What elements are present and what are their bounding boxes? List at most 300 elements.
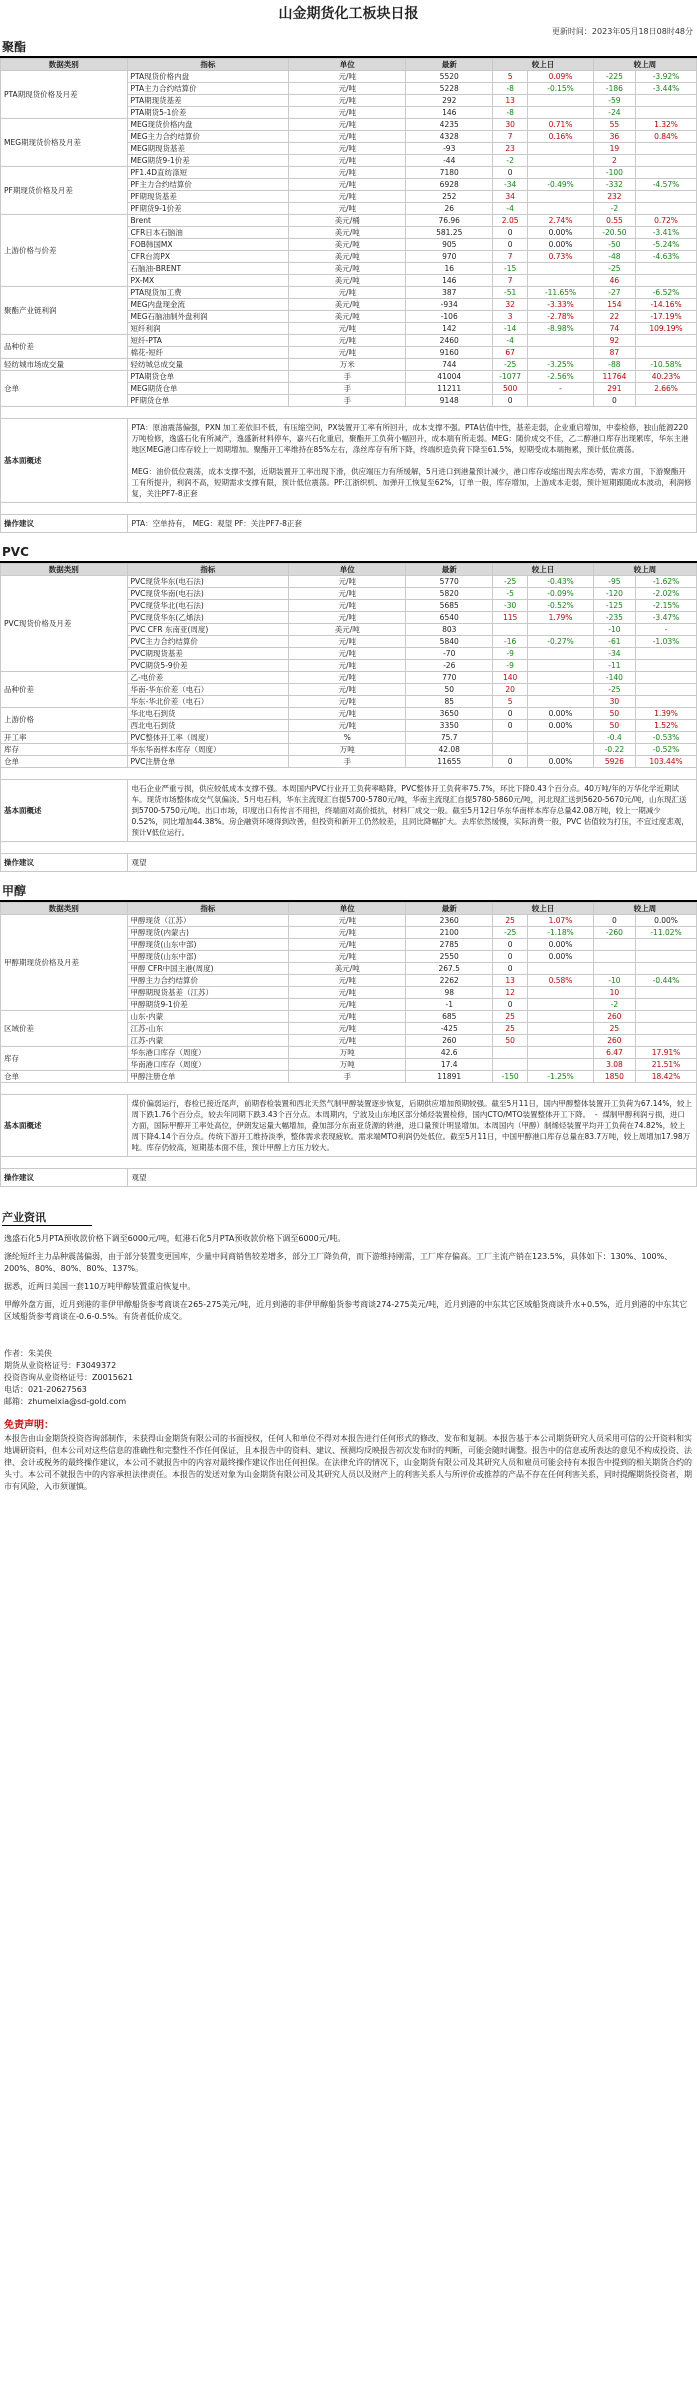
summary-text: PTA：原油震荡偏强，PXN 加工差依旧不低，有压缩空间，PX装置开工率有所回升，成本支撑不强。PTA估值中性，基差走弱，企业重启增加，中泰检修，独山能源220万吨检修，逸盛石化有所减产，逸盛新材料停车，嘉兴石化重启，聚酯开工负荷小幅回升，成本端有所走弱。MEG：随价成交不佳，乙二醇港口库存出现累库，华东主港地区MEG港口库存较上一周期增加。聚酯开工率维持在85%左右，涤丝库存有所下降，终端织造负荷下降至61.5%，短期受成本端拖累，预计低位震荡。 MEG：油价低位震荡，成本支撑不强，近期装置开工率出现下滑，供应端压力有所缓解，5月进口到港量预计减少，港口库存或缩出现去库态势，需求方面，下游聚酯开工有所提升，利润不高，短期需求支撑有限，预计低位震荡。PF:江浙织机、加弹开工恢复至62%，订单一般，库存增加，上游成本走弱，预计短期跟随成本波动，利润修复，关注PF7-8正套 bbox=[127, 419, 696, 503]
cell-week-pct: -4.63% bbox=[636, 251, 697, 263]
cell-day-pct: -3.33% bbox=[528, 299, 594, 311]
cell-week-change: 154 bbox=[593, 299, 635, 311]
cell-week-change: -0.4 bbox=[593, 732, 635, 744]
cell-week-change: 50 bbox=[593, 708, 635, 720]
cell-day-change: 2.05 bbox=[493, 215, 528, 227]
cell-indicator: PVC期现货基差 bbox=[127, 648, 289, 660]
cell-unit: 美元/吨 bbox=[289, 227, 406, 239]
cell-week-pct: 1.32% bbox=[636, 119, 697, 131]
cell-latest: 2100 bbox=[406, 927, 493, 939]
cell-week-change: 22 bbox=[593, 311, 635, 323]
cell-indicator: PTA现货价格内盘 bbox=[127, 71, 289, 83]
header-category: 数据类别 bbox=[1, 903, 128, 915]
cell-day-pct: 0.16% bbox=[528, 131, 594, 143]
table-row bbox=[1, 287, 697, 299]
row-category: 仓单 bbox=[1, 756, 128, 768]
cell-day-pct: 0.00% bbox=[528, 720, 594, 732]
spacer-row bbox=[1, 1157, 697, 1169]
cell-day-pct bbox=[528, 672, 594, 684]
cell-day-pct bbox=[528, 1035, 594, 1047]
cell-day-pct: -11.65% bbox=[528, 287, 594, 299]
cell-week-pct: 0.72% bbox=[636, 215, 697, 227]
summary-label: 基本面概述 bbox=[1, 419, 128, 503]
cell-day-pct: -0.43% bbox=[528, 576, 594, 588]
cell-week-pct: 0.84% bbox=[636, 131, 697, 143]
industry-paragraph: 逸盛石化5月PTA预收款价格下调至6000元/吨，虹港石化5月PTA预收款价格下调至6000元/吨。 bbox=[4, 1234, 346, 1243]
cell-week-pct bbox=[636, 167, 697, 179]
row-category: 品种价差 bbox=[1, 335, 128, 359]
cell-week-pct bbox=[636, 347, 697, 359]
cell-day-pct: 2.74% bbox=[528, 215, 594, 227]
cell-unit: 元/吨 bbox=[289, 696, 406, 708]
table-row bbox=[1, 1071, 697, 1083]
cell-week-change: -48 bbox=[593, 251, 635, 263]
cell-indicator: 甲醇 CFR中国主港(周度) bbox=[127, 963, 289, 975]
cell-latest: 16 bbox=[406, 263, 493, 275]
row-category: 仓单 bbox=[1, 371, 128, 407]
cell-day-pct: -1.25% bbox=[528, 1071, 594, 1083]
cell-indicator: PTA期货5-1价差 bbox=[127, 107, 289, 119]
cell-week-change: -260 bbox=[593, 927, 635, 939]
cell-week-pct bbox=[636, 191, 697, 203]
cell-week-pct: 1.39% bbox=[636, 708, 697, 720]
cell-day-pct: -1.18% bbox=[528, 927, 594, 939]
cell-day-pct bbox=[528, 335, 594, 347]
cell-day-change: -8 bbox=[493, 83, 528, 95]
cell-indicator: 甲醇现货（江苏） bbox=[127, 915, 289, 927]
cell-week-pct: -17.19% bbox=[636, 311, 697, 323]
cell-day-change: 50 bbox=[493, 1035, 528, 1047]
cell-unit: 元/吨 bbox=[289, 975, 406, 987]
cell-day-change: 67 bbox=[493, 347, 528, 359]
cell-day-change: 23 bbox=[493, 143, 528, 155]
cell-day-change: 25 bbox=[493, 915, 528, 927]
cell-indicator: 江苏-内蒙 bbox=[127, 1035, 289, 1047]
cell-indicator: PTA现货加工费 bbox=[127, 287, 289, 299]
row-category: 品种价差 bbox=[1, 672, 128, 708]
row-category: 甲醇期现货价格及月差 bbox=[1, 915, 128, 1011]
row-category: PTA期现货价格及月差 bbox=[1, 71, 128, 119]
cell-week-pct bbox=[636, 95, 697, 107]
cell-unit: 万米 bbox=[289, 359, 406, 371]
cell-day-change: -8 bbox=[493, 107, 528, 119]
cell-indicator: MEG期货9-1价差 bbox=[127, 155, 289, 167]
industry-paragraph: 甲醇外盘方面，近月到港的非伊甲醇船货参考商谈在265-275美元/吨，近月到港的非伊甲醇船货参考商谈274-275美元/吨，近月到港的中东其它区域船货商谈升水+0.5%，近月到港的中东其它区域船货参考商谈在-0.6-0.5%。有货者低价成交。 bbox=[4, 1300, 688, 1321]
cell-day-pct bbox=[528, 1023, 594, 1035]
cell-week-change: 291 bbox=[593, 383, 635, 395]
cell-week-pct bbox=[636, 275, 697, 287]
cell-unit: 手 bbox=[289, 756, 406, 768]
cell-day-pct: - bbox=[528, 383, 594, 395]
cell-indicator: MEG石脑油制外盘利润 bbox=[127, 311, 289, 323]
spacer-cell bbox=[1, 407, 697, 419]
cell-day-change: 34 bbox=[493, 191, 528, 203]
cell-day-change bbox=[493, 1059, 528, 1071]
cell-latest: 42.6 bbox=[406, 1047, 493, 1059]
report-title: 山金期货化工板块日报 bbox=[278, 6, 419, 22]
spacer-row bbox=[1, 503, 697, 515]
cell-indicator: CFR台湾PX bbox=[127, 251, 289, 263]
table-row bbox=[1, 335, 697, 347]
cell-week-pct bbox=[636, 987, 697, 999]
cell-unit: 元/吨 bbox=[289, 987, 406, 999]
cell-week-pct bbox=[636, 395, 697, 407]
cell-day-pct: 0.00% bbox=[528, 239, 594, 251]
cell-latest: 905 bbox=[406, 239, 493, 251]
cell-latest: 98 bbox=[406, 987, 493, 999]
header-unit: 单位 bbox=[289, 903, 406, 915]
cell-indicator: 山东-内蒙 bbox=[127, 1011, 289, 1023]
row-category: PVC现货价格及月差 bbox=[1, 576, 128, 672]
author-block bbox=[0, 1346, 697, 1410]
cell-day-change: -9 bbox=[493, 660, 528, 672]
cell-week-pct bbox=[636, 660, 697, 672]
cell-week-change: -50 bbox=[593, 239, 635, 251]
summary-row bbox=[1, 780, 697, 842]
cell-week-change: -88 bbox=[593, 359, 635, 371]
table-row bbox=[1, 215, 697, 227]
cell-unit: 美元/吨 bbox=[289, 299, 406, 311]
cell-indicator: PF期现货基差 bbox=[127, 191, 289, 203]
cell-week-pct: 21.51% bbox=[636, 1059, 697, 1071]
cell-indicator: PF1.4D直纺涤短 bbox=[127, 167, 289, 179]
cell-latest: 50 bbox=[406, 684, 493, 696]
cell-day-pct: 0.09% bbox=[528, 71, 594, 83]
section-gap bbox=[0, 872, 697, 882]
cell-week-change: 0 bbox=[593, 395, 635, 407]
cell-day-pct bbox=[528, 732, 594, 744]
cell-week-pct bbox=[636, 696, 697, 708]
cell-latest: -934 bbox=[406, 299, 493, 311]
cell-unit: 元/吨 bbox=[289, 323, 406, 335]
cell-week-change: -186 bbox=[593, 83, 635, 95]
cell-unit: 元/吨 bbox=[289, 107, 406, 119]
cell-day-change: -5 bbox=[493, 588, 528, 600]
cell-day-change: 0 bbox=[493, 999, 528, 1011]
row-category: 仓单 bbox=[1, 1071, 128, 1083]
cell-latest: 387 bbox=[406, 287, 493, 299]
cell-day-change: 0 bbox=[493, 720, 528, 732]
cell-day-pct: -8.98% bbox=[528, 323, 594, 335]
table-row bbox=[1, 1011, 697, 1023]
industry-paragraph: 涤纶短纤主力品种震荡偏弱，由于部分装置变更国库，少量中间商销售较差增多，部分工厂降负荷，而下游维持刚需，工厂库存偏高。工厂主流产销在123.5%，具体如下：130%、100%、200%、80%、80%、80%、137%。 bbox=[4, 1252, 673, 1273]
row-category: 轻纺城市场成交量 bbox=[1, 359, 128, 371]
cell-week-pct bbox=[636, 963, 697, 975]
cell-day-change: 0 bbox=[493, 708, 528, 720]
cell-week-change: -140 bbox=[593, 672, 635, 684]
cell-latest: 76.96 bbox=[406, 215, 493, 227]
cell-week-change: 87 bbox=[593, 347, 635, 359]
cell-latest: -44 bbox=[406, 155, 493, 167]
cell-week-change: -0.22 bbox=[593, 744, 635, 756]
cell-unit: 美元/吨 bbox=[289, 963, 406, 975]
cell-indicator: 甲醇现货(内蒙古) bbox=[127, 927, 289, 939]
cell-week-pct bbox=[636, 999, 697, 1011]
cell-day-change: 115 bbox=[493, 612, 528, 624]
cell-week-pct: -1.03% bbox=[636, 636, 697, 648]
cell-week-change: -10 bbox=[593, 975, 635, 987]
cell-day-pct: -0.52% bbox=[528, 600, 594, 612]
cell-day-change: -16 bbox=[493, 636, 528, 648]
operation-text: 观望 bbox=[127, 854, 696, 872]
cell-week-pct: -2.02% bbox=[636, 588, 697, 600]
cell-week-pct: 109.19% bbox=[636, 323, 697, 335]
cell-day-change: -25 bbox=[493, 927, 528, 939]
cell-day-change: -30 bbox=[493, 600, 528, 612]
cell-week-change: -2 bbox=[593, 999, 635, 1011]
cell-day-change: -25 bbox=[493, 359, 528, 371]
cell-unit: 元/吨 bbox=[289, 155, 406, 167]
cell-day-pct bbox=[528, 95, 594, 107]
cell-indicator: PTA期货仓单 bbox=[127, 371, 289, 383]
cell-day-change: 0 bbox=[493, 951, 528, 963]
cell-day-change: 0 bbox=[493, 395, 528, 407]
cell-day-pct: 1.07% bbox=[528, 915, 594, 927]
cell-day-change bbox=[493, 744, 528, 756]
table-row bbox=[1, 1047, 697, 1059]
cell-week-change: -27 bbox=[593, 287, 635, 299]
cell-unit: 元/吨 bbox=[289, 179, 406, 191]
cell-unit: 美元/吨 bbox=[289, 624, 406, 636]
spacer-cell bbox=[1, 1083, 697, 1095]
cell-unit: 元/吨 bbox=[289, 1011, 406, 1023]
cell-indicator: PVC注册仓单 bbox=[127, 756, 289, 768]
cell-unit: 美元/吨 bbox=[289, 251, 406, 263]
cell-unit: 元/吨 bbox=[289, 1035, 406, 1047]
header-unit: 单位 bbox=[289, 59, 406, 71]
cell-unit: 元/吨 bbox=[289, 191, 406, 203]
cell-indicator: CFR日本石脑油 bbox=[127, 227, 289, 239]
cell-week-pct: -6.52% bbox=[636, 287, 697, 299]
cell-day-pct: -0.27% bbox=[528, 636, 594, 648]
header-category: 数据类别 bbox=[1, 564, 128, 576]
row-category: MEG期现货价格及月差 bbox=[1, 119, 128, 167]
cell-unit: 元/吨 bbox=[289, 720, 406, 732]
cell-day-change: -34 bbox=[493, 179, 528, 191]
cell-week-pct: -3.92% bbox=[636, 71, 697, 83]
cell-week-change: -24 bbox=[593, 107, 635, 119]
cell-week-change bbox=[593, 963, 635, 975]
cell-day-pct: 0.73% bbox=[528, 251, 594, 263]
cell-unit: 美元/吨 bbox=[289, 275, 406, 287]
cell-day-pct bbox=[528, 107, 594, 119]
section-title: 甲醇 bbox=[0, 882, 697, 902]
cell-week-change: 50 bbox=[593, 720, 635, 732]
table-row bbox=[1, 915, 697, 927]
cell-week-pct bbox=[636, 107, 697, 119]
cell-indicator: 华东华南样本库存（周度） bbox=[127, 744, 289, 756]
cell-week-pct: -3.41% bbox=[636, 227, 697, 239]
cell-week-pct: -3.44% bbox=[636, 83, 697, 95]
cell-day-pct bbox=[528, 1047, 594, 1059]
update-time: 更新时间：2023年05月18日08时48分 bbox=[551, 27, 693, 36]
cell-latest: 3650 bbox=[406, 708, 493, 720]
cell-day-change: 7 bbox=[493, 251, 528, 263]
summary-label: 基本面概述 bbox=[1, 1095, 128, 1157]
cell-latest: -1 bbox=[406, 999, 493, 1011]
cell-indicator: PVC整体开工率（周度） bbox=[127, 732, 289, 744]
cell-day-pct bbox=[528, 648, 594, 660]
cell-day-pct bbox=[528, 143, 594, 155]
cell-indicator: PF主力合约结算价 bbox=[127, 179, 289, 191]
cell-week-pct bbox=[636, 335, 697, 347]
cell-unit: 元/吨 bbox=[289, 71, 406, 83]
cell-indicator: 甲醇注册仓单 bbox=[127, 1071, 289, 1083]
cell-unit: 手 bbox=[289, 371, 406, 383]
cell-unit: 美元/吨 bbox=[289, 311, 406, 323]
cell-indicator: PF期货仓单 bbox=[127, 395, 289, 407]
cell-latest: 11655 bbox=[406, 756, 493, 768]
cell-week-pct bbox=[636, 684, 697, 696]
cell-unit: 元/吨 bbox=[289, 95, 406, 107]
cell-week-change: -2 bbox=[593, 203, 635, 215]
header-prev-week: 较上周 bbox=[593, 59, 696, 71]
cell-week-change: 0.55 bbox=[593, 215, 635, 227]
cell-week-pct: 17.91% bbox=[636, 1047, 697, 1059]
cell-day-change: 30 bbox=[493, 119, 528, 131]
cell-week-change: 260 bbox=[593, 1035, 635, 1047]
cell-latest: 5770 bbox=[406, 576, 493, 588]
cell-latest: -425 bbox=[406, 1023, 493, 1035]
cell-unit: 元/吨 bbox=[289, 648, 406, 660]
cell-day-pct bbox=[528, 155, 594, 167]
cell-week-change: 36 bbox=[593, 131, 635, 143]
cell-latest: 4328 bbox=[406, 131, 493, 143]
cell-day-pct: 0.00% bbox=[528, 708, 594, 720]
cell-unit: 元/吨 bbox=[289, 131, 406, 143]
operation-text: 观望 bbox=[127, 1169, 696, 1187]
cell-week-pct: -4.57% bbox=[636, 179, 697, 191]
header-unit: 单位 bbox=[289, 564, 406, 576]
cell-week-pct: -0.52% bbox=[636, 744, 697, 756]
cell-day-pct bbox=[528, 744, 594, 756]
row-category: 区域价差 bbox=[1, 1011, 128, 1047]
data-table bbox=[0, 902, 697, 1187]
cell-day-change: -2 bbox=[493, 155, 528, 167]
cell-indicator: MEG期货仓单 bbox=[127, 383, 289, 395]
section-title: PVC bbox=[0, 543, 697, 563]
cell-day-pct bbox=[528, 275, 594, 287]
cell-indicator: 华北电石到货 bbox=[127, 708, 289, 720]
cell-day-pct: 0.00% bbox=[528, 756, 594, 768]
cell-day-change: 5 bbox=[493, 696, 528, 708]
cell-day-pct: 0.58% bbox=[528, 975, 594, 987]
cell-day-pct bbox=[528, 624, 594, 636]
cell-day-change: -9 bbox=[493, 648, 528, 660]
cell-week-pct: -2.15% bbox=[636, 600, 697, 612]
cell-latest: 11211 bbox=[406, 383, 493, 395]
table-row bbox=[1, 672, 697, 684]
cell-day-change: 0 bbox=[493, 939, 528, 951]
author-name: 作者：朱美侠 bbox=[4, 1349, 52, 1358]
summary-label: 基本面概述 bbox=[1, 780, 128, 842]
cell-latest: 2785 bbox=[406, 939, 493, 951]
cell-indicator: PVC现货华南(电石法) bbox=[127, 588, 289, 600]
cell-latest: 744 bbox=[406, 359, 493, 371]
header-category: 数据类别 bbox=[1, 59, 128, 71]
cell-unit: 手 bbox=[289, 395, 406, 407]
cell-unit: 元/吨 bbox=[289, 119, 406, 131]
cell-unit: 元/吨 bbox=[289, 612, 406, 624]
cell-day-change: 3 bbox=[493, 311, 528, 323]
cell-unit: 元/吨 bbox=[289, 951, 406, 963]
cell-indicator: 甲醇主力合约结算价 bbox=[127, 975, 289, 987]
cell-unit: 元/吨 bbox=[289, 636, 406, 648]
header-prev-day: 较上日 bbox=[493, 564, 594, 576]
summary-row bbox=[1, 1095, 697, 1157]
row-category: 上游价格 bbox=[1, 708, 128, 732]
cell-day-change: 32 bbox=[493, 299, 528, 311]
cell-day-pct: -2.56% bbox=[528, 371, 594, 383]
cell-latest: 803 bbox=[406, 624, 493, 636]
section-title: 聚酯 bbox=[0, 38, 697, 58]
operation-label: 操作建议 bbox=[1, 854, 128, 872]
row-category: PF期现货价格及月差 bbox=[1, 167, 128, 215]
cell-day-change: 140 bbox=[493, 672, 528, 684]
cell-day-change: 500 bbox=[493, 383, 528, 395]
cell-day-change: 25 bbox=[493, 1023, 528, 1035]
cell-week-pct: 40.23% bbox=[636, 371, 697, 383]
cell-indicator: PVC现货华北(电石法) bbox=[127, 600, 289, 612]
cell-indicator: 甲醇期货9-1价差 bbox=[127, 999, 289, 1011]
cell-day-pct bbox=[528, 999, 594, 1011]
cell-unit: 万吨 bbox=[289, 1047, 406, 1059]
cell-indicator: FOB韩国MX bbox=[127, 239, 289, 251]
cell-unit: 元/吨 bbox=[289, 335, 406, 347]
cell-latest: 970 bbox=[406, 251, 493, 263]
table-row bbox=[1, 359, 697, 371]
cell-week-change: 92 bbox=[593, 335, 635, 347]
cell-unit: 元/吨 bbox=[289, 167, 406, 179]
cell-indicator: MEG内盘现金流 bbox=[127, 299, 289, 311]
summary-text: 煤价偏弱运行，春检已接近尾声，前期春检装置和西北天然气制甲醇装置逐步恢复，后期供应增加预期较强。截至5月11日，国内甲醇整体装置开工负荷为67.14%，较上周下跌1.76个百分点，较去年同期下跌3.43个百分点。本周期内，宁波及山东地区部分烯烃装置检修，国内CTO/MTO装置整体开工下降。 - 煤制甲醇利润亏损，进口方面，国际甲醇开工率处高位，伊朗发运量大幅增加，叠加部分东南亚货源的转港，进口量预计明显增加。本周国内（甲醇）制烯烃装置平均开工负荷在74.82%，较上周下降4.14个百分点。传统下游开工维持淡季，整体需求表现疲软。需求端MTO利润仍处低位。截至5月11日，中国甲醇港口库存总量在83.7万吨，较上周增加17.98万吨。库存仍较高，短期基本面不佳，预计甲醇上方压力较大。 bbox=[127, 1095, 696, 1157]
row-category: 聚酯产业链利润 bbox=[1, 287, 128, 335]
cell-day-change bbox=[493, 732, 528, 744]
cell-week-pct: -14.16% bbox=[636, 299, 697, 311]
cell-unit: % bbox=[289, 732, 406, 744]
cell-latest: 9160 bbox=[406, 347, 493, 359]
cell-latest: 685 bbox=[406, 1011, 493, 1023]
disclaimer-text: 本报告由山金期货投资咨询部制作，未获得山金期货有限公司的书面授权，任何人和单位不得对本报告进行任何形式的修改、发布和复制。本报告基于本公司期货研究人员采用可信的公开资料和实地调研资料，但本公司对这些信息的准确性和完整性不作任何保证，且本报告中的资料、建议、预测均反映报告初次发布时的判断，可能会随时调整。报告中的信息或所表达的意见不构成投资、法律、会计或税务的最终操作建议，本公司不就报告中的内容对最终操作建议作出任何担保。在法律允许的情况下，山金期货有限公司及其研究人员和雇员可能会持有本报告中提到的相关期货合约的头寸。本公司不就报告中的内容承担法律责任。本报告的发送对象为山金期货有限公司及其研究人员以及财产上的利害关系人与所评价或推荐的产品不存在任何利害关系，同时提醒期货投资者，期市有风险，入市须谨慎。 bbox=[4, 1434, 692, 1491]
table-row bbox=[1, 576, 697, 588]
author-email[interactable]: 邮箱：zhumeixia@sd-gold.com bbox=[4, 1397, 127, 1406]
cell-day-pct bbox=[528, 696, 594, 708]
operation-row bbox=[1, 515, 697, 533]
header-latest: 最新 bbox=[406, 59, 493, 71]
cell-indicator: 江苏-山东 bbox=[127, 1023, 289, 1035]
cell-week-pct bbox=[636, 263, 697, 275]
cell-unit: 美元/桶 bbox=[289, 215, 406, 227]
cell-latest: 260 bbox=[406, 1035, 493, 1047]
cell-week-change: 55 bbox=[593, 119, 635, 131]
cell-latest: 2262 bbox=[406, 975, 493, 987]
header-indicator: 指标 bbox=[127, 903, 289, 915]
cell-day-pct: 1.79% bbox=[528, 612, 594, 624]
cell-unit: 万吨 bbox=[289, 1059, 406, 1071]
operation-label: 操作建议 bbox=[1, 1169, 128, 1187]
cell-indicator: 西北电石到货 bbox=[127, 720, 289, 732]
cell-day-change: -25 bbox=[493, 576, 528, 588]
cell-day-change: 13 bbox=[493, 95, 528, 107]
cell-week-change: -61 bbox=[593, 636, 635, 648]
cell-unit: 元/吨 bbox=[289, 915, 406, 927]
cell-day-change: 0 bbox=[493, 167, 528, 179]
cell-week-pct: 0.00% bbox=[636, 915, 697, 927]
cell-week-pct: -10.58% bbox=[636, 359, 697, 371]
operation-row bbox=[1, 854, 697, 872]
cell-latest: 4235 bbox=[406, 119, 493, 131]
cell-unit: 元/吨 bbox=[289, 287, 406, 299]
